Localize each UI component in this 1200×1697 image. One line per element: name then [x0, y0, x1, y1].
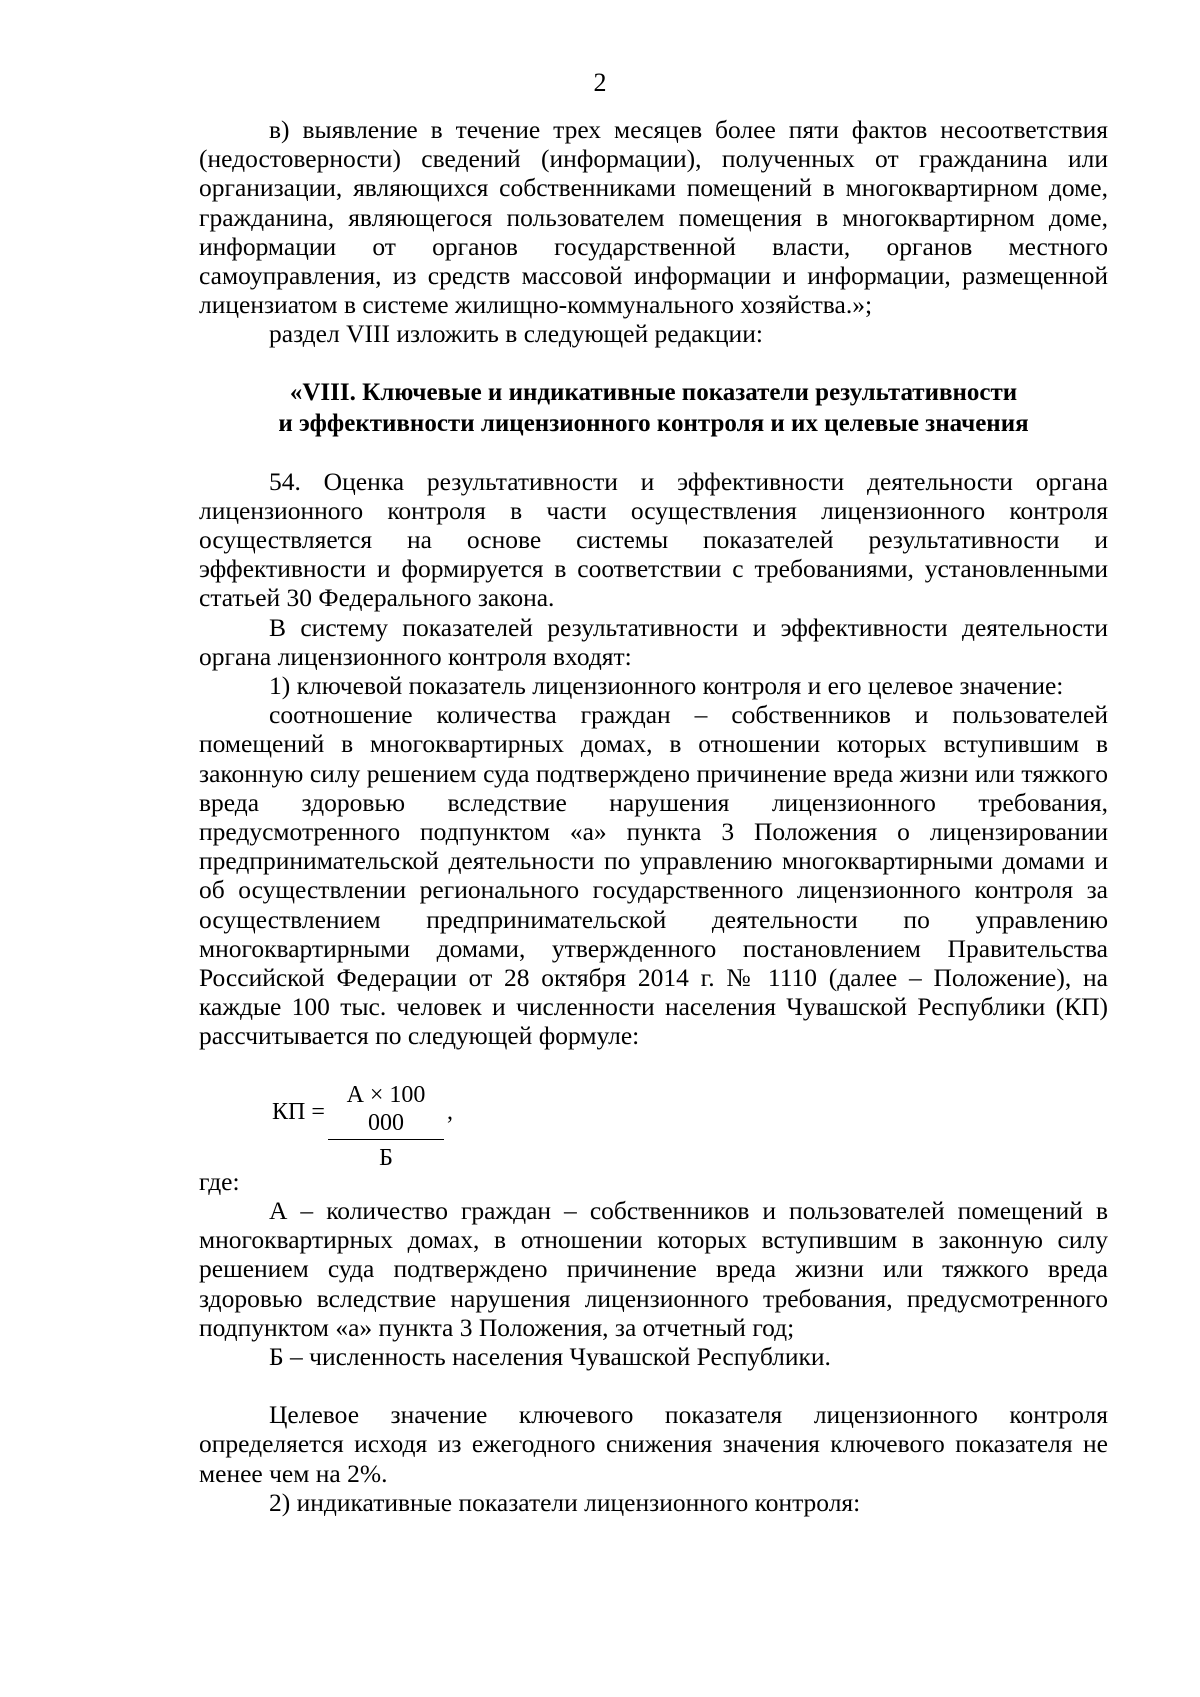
section-heading-line1: «VIII. Ключевые и индикативные показатели результативности: [289, 378, 1018, 406]
formula-fraction: [328, 1081, 444, 1172]
where-label: где:: [199, 1166, 240, 1196]
formula-lhs: КП =: [272, 1098, 325, 1125]
paragraph-indicative-indicators: 2) индикативные показатели лицензионного контроля:: [269, 1487, 861, 1517]
formula-denominator: Б: [379, 1144, 393, 1171]
fraction-bar: [328, 1139, 444, 1140]
formula: [272, 1081, 1108, 1171]
paragraph-target-value: Целевое значение ключевого показателя лицензионного контроля определяется исходя из ежегодного снижения значения ключевого показателя не менее чем на 2%.: [199, 1400, 1108, 1488]
paragraph-gap: [199, 1371, 1108, 1400]
paragraph-system-indicators: В систему показателей результативности и эффективности деятельности органа лицензионного контроля входят:: [199, 612, 1108, 671]
document-body: [199, 115, 1108, 1517]
paragraph-item-v: в) выявление в течение трех месяцев более пяти фактов несоответствия (недостоверности) сведений (информации), полученных от гражданина или организации, являющихся собственниками помещений в многоквартирном доме, гражданина, являющегося пользователем помещения в многоквартирном доме, информации от органов государственной власти, органов местного самоуправления, из средств массовой информации и информации, размещенной лицензиатом в системе жилищно-коммунального хозяйства.»;: [199, 115, 1108, 320]
paragraph-section-replace: раздел VIII изложить в следующей редакции:: [269, 319, 763, 349]
paragraph-ratio-definition: соотношение количества граждан – собственников и пользователей помещений в многоквартирных домах, в отношении которых вступившим в законную силу решением суда подтверждено причинение вреда жизни или тяжкого вреда здоровью вследствие нарушения лицензионного требования, предусмотренного подпунктом «а» пункта 3 Положения о лицензировании предпринимательской деятельности по управлению многоквартирными домами и об осуществлении регионального государственного лицензионного контроля за осуществлением предпринимательской деятельности по управлению многоквартирными домами, утвержденного постановлением Правительства Российской Федерации от 28 октября 2014 г. № 1110 (далее – Положение), на каждые 100 тыс. человек и численности населения Чувашской Республики (КП) рассчитывается по следующей формуле:: [199, 700, 1108, 1051]
paragraph-key-indicator: 1) ключевой показатель лицензионного контроля и его целевое значение:: [269, 671, 1064, 701]
definition-a: А – количество граждан – собственников и пользователей помещений в многоквартирных домах, в отношении которых вступившим в законную силу решением суда подтверждено причинение вреда жизни или тяжкого вреда здоровью вследствие нарушения лицензионного требования, предусмотренного подпунктом «а» пункта 3 Положения, за отчетный год;: [199, 1195, 1108, 1342]
section-heading: [199, 377, 1108, 439]
formula-numerator: А × 100 000: [346, 1081, 426, 1136]
paragraph-54: 54. Оценка результативности и эффективности деятельности органа лицензионного контроля в части осуществления лицензионного контроля осуществляется на основе системы показателей результативности и эффективности и формируется в соответствии с требованиями, установленными статьей 30 Федерального закона.: [199, 466, 1108, 613]
formula-trailing: ,: [447, 1098, 453, 1125]
definition-b: Б – численность населения Чувашской Республики.: [269, 1341, 831, 1371]
page-number: 2: [593, 68, 607, 97]
section-heading-line2: и эффективности лицензионного контроля и их целевые значения: [278, 409, 1029, 437]
